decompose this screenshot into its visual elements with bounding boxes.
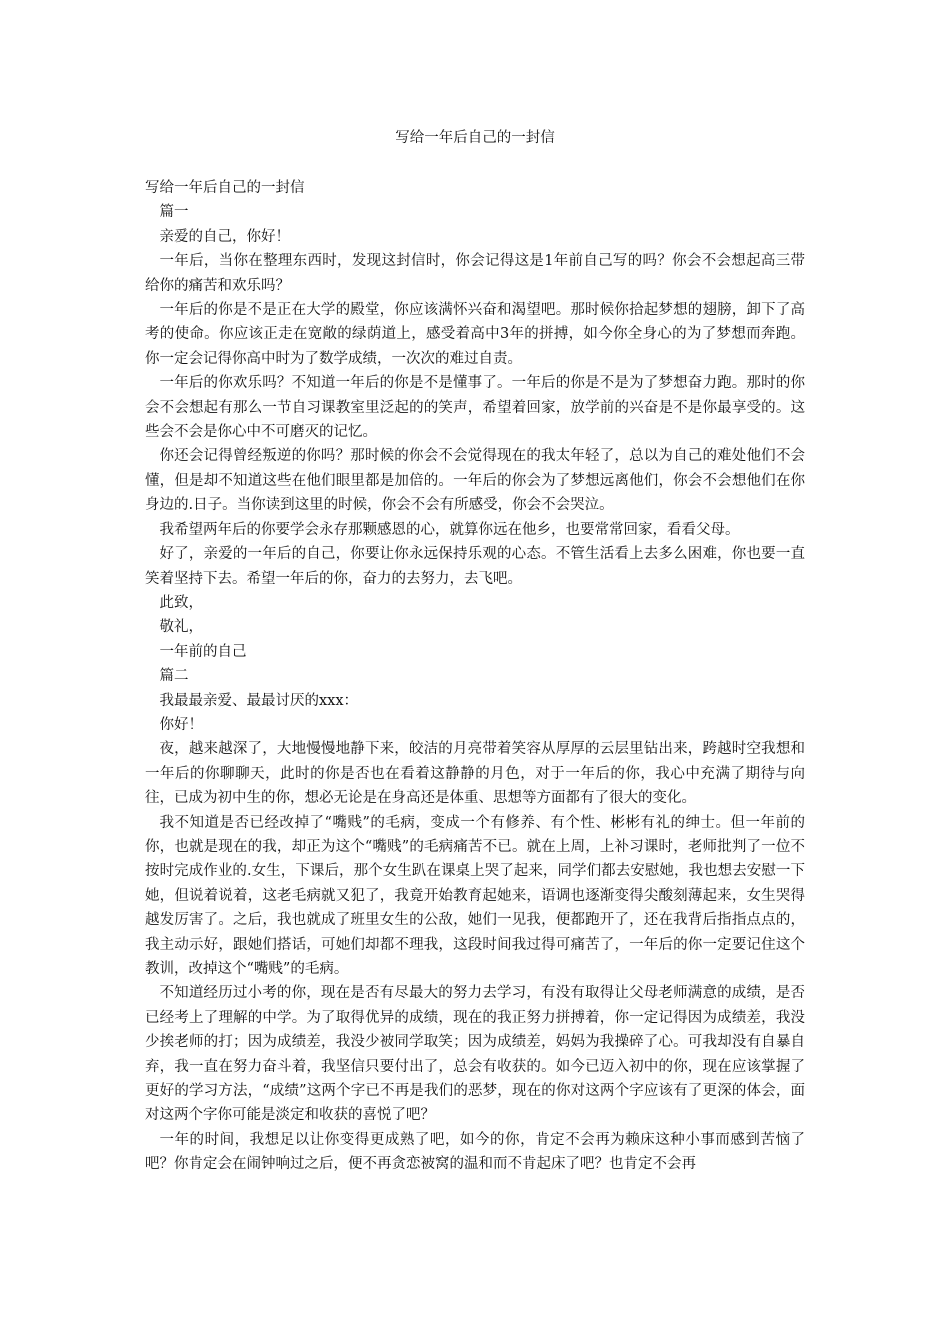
paragraph: 一年后的你是不是正在大学的殿堂，你应该满怀兴奋和渴望吧。那时候你拾起梦想的翅膀，卸下了高考的使命。你应该正走在宽敞的绿荫道上，感受着高中3年的拼搏，如今你全身心的为了梦想而奔跑。你一定会记得你高中时为了数学成绩，一次次的难过自责。 <box>145 302 805 367</box>
paragraph: 一年后，当你在整理东西时，发现这封信时，你会记得这是1年前自己写的吗？你会不会想起高三带给你的痛苦和欢乐吗？ <box>145 253 805 294</box>
paragraph: 一年前的自己 <box>159 643 247 660</box>
paragraph: 敬礼， <box>159 619 203 636</box>
paragraph: 我不知道是否已经改掉了“嘴贱”的毛病，变成一个有修养、有个性、彬彬有礼的绅士。但一年前的你，也就是现在的我，却正为这个“嘴贱”的毛病痛苦不已。就在上周，上补习课时，老师批判了一位不按时完成作业的.女生，下课后，那个女生趴在课桌上哭了起来，同学们都去安慰她，我也想去安慰一下她，但说着说着，这老毛病就又犯了，我竟开始教育起她来，语调也逐渐变得尖酸刻薄起来，女生哭得越发厉害了。之后，我也就成了班里女生的公敌，她们一见我，便都跑开了，还在我背后指指点点的，我主动示好，跟她们搭话，可她们却都不理我，这段时间我过得可痛苦了，一年后的你一定要记住这个教训，改掉这个“嘴贱”的毛病。 <box>145 814 805 977</box>
paragraph: 好了，亲爱的一年后的自己，你要让你永远保持乐观的心态。不管生活看上去多么困难，你也要一直笑着坚持下去。希望一年后的你，奋力的去努力，去飞吧。 <box>145 546 805 587</box>
document-body <box>145 176 805 1177</box>
paragraph: 一年后的你欢乐吗？不知道一年后的你是不是懂事了。一年后的你是不是为了梦想奋力跑。那时的你会不会想起有那么一节自习课教室里泛起的的笑声，希望着回家，放学前的兴奋是不是你最享受的。这些会不会是你心中不可磨灭的记忆。 <box>145 375 805 441</box>
paragraph: 亲爱的自己，你好！ <box>159 228 290 245</box>
paragraph: 一年的时间，我想足以让你变得更成熟了吧，如今的你，肯定不会再为赖床这种小事而感到苦恼了吧？你肯定会在闹钟响过之后，便不再贪恋被窝的温和而不肯起床了吧？也肯定不会再 <box>145 1131 805 1173</box>
page-title: 写给一年后自己的一封信 <box>395 130 555 146</box>
paragraph: 你好！ <box>159 716 203 733</box>
paragraph: 此致， <box>159 594 203 611</box>
paragraph: 你还会记得曾经叛逆的你吗？那时候的你会不会觉得现在的我太年轻了，总以为自己的难处他们不会懂，但是却不知道这些在他们眼里都是加倍的。一年后的你会为了梦想远离他们，你会不会想他们在你身边的.日子。当你读到这里的时候，你会不会有所感受，你会不会哭泣。 <box>145 448 805 514</box>
paragraph: 我希望两年后的你要学会永存那颗感恩的心，就算你远在他乡，也要常常回家，看看父母。 <box>159 521 740 538</box>
paragraph: 篇一 <box>159 204 189 221</box>
paragraph: 我最最亲爱、最最讨厌的xxx： <box>159 692 359 709</box>
paragraph: 篇二 <box>159 668 189 685</box>
paragraph: 夜，越来越深了，大地慢慢地静下来，皎洁的月亮带着笑容从厚厚的云层里钻出来，跨越时空我想和一年后的你聊聊天，此时的你是否也在看着这静静的月色，对于一年后的你，我心中充满了期待与向往，已成为初中生的你，想必无论是在身高还是体重、思想等方面都有了很大的变化。 <box>145 741 805 807</box>
paragraph: 写给一年后自己的一封信 <box>145 180 305 196</box>
paragraph: 不知道经历过小考的你，现在是否有尽最大的努力去学习，有没有取得让父母老师满意的成绩，是否已经考上了理解的中学。为了取得优异的成绩，现在的我正努力拼搏着，你一定记得因为成绩差，我没少挨老师的打；因为成绩差，我没少被同学取笑；因为成绩差，妈妈为我操碎了心。可我却没有自暴自弃，我一直在努力奋斗着，我坚信只要付出了，总会有收获的。如今已迈入初中的你，现在应该掌握了更好的学习方法，“成绩”这两个字已不再是我们的恶梦，现在的你对这两个字应该有了更深的体会，面对这两个字你可能是淡定和收获的喜悦了吧？ <box>145 985 805 1124</box>
